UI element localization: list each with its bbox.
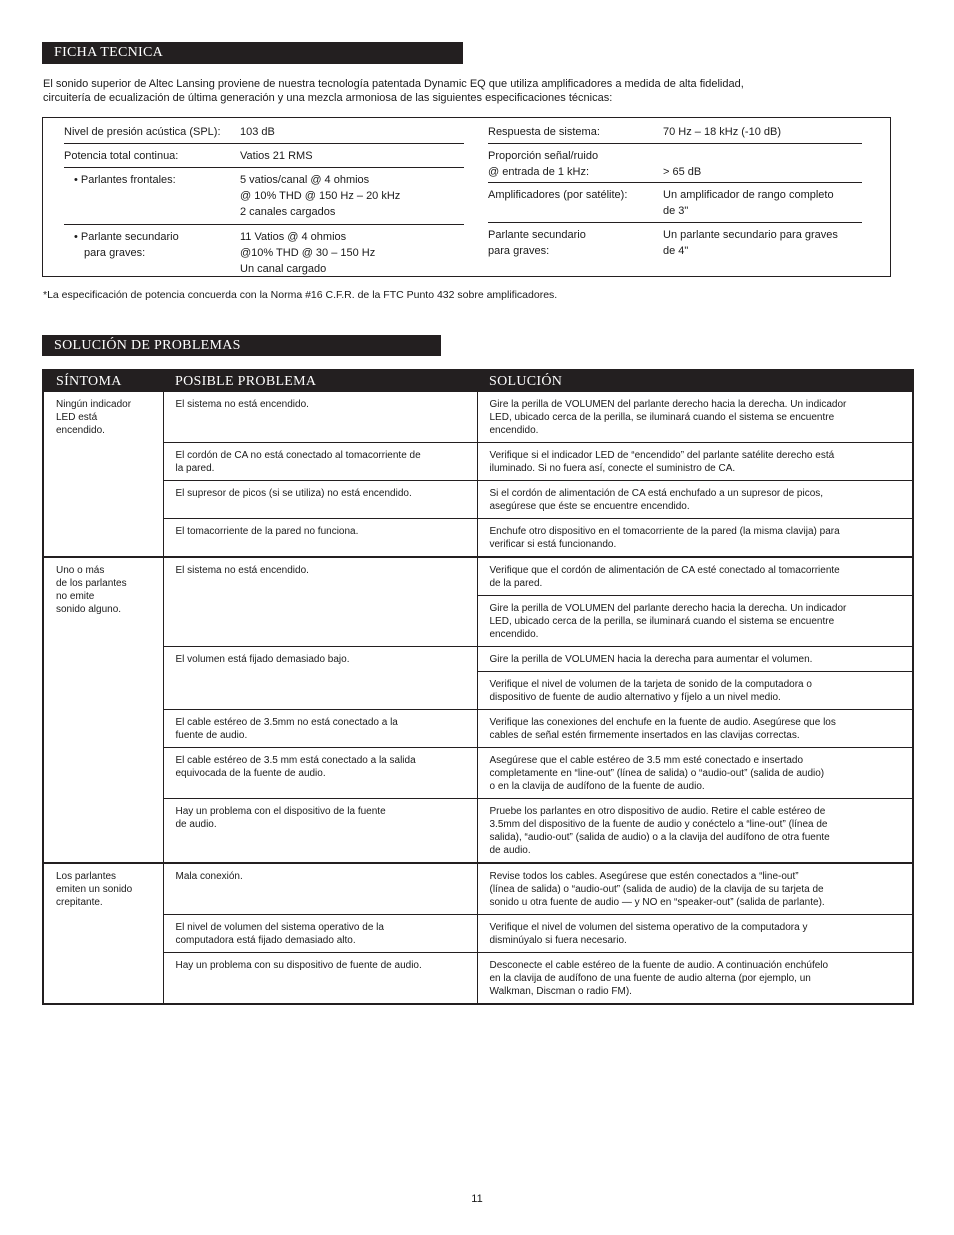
- text-line: equivocada de la fuente de audio.: [175, 768, 326, 779]
- problem-cell: [163, 915, 477, 953]
- text-line: Vatios 21 RMS: [240, 150, 313, 162]
- spec-section-title: FICHA TECNICA: [42, 42, 463, 64]
- text-line: Respuesta de sistema:: [488, 126, 600, 138]
- text-line: encendido.: [489, 629, 539, 640]
- spec-footnote: *La especificación de potencia concuerda con la Norma #16 C.F.R. de la FTC Punto 432 sobre amplificadores.: [43, 289, 558, 301]
- text-line: Pruebe los parlantes en otro dispositivo de audio. Retire el cable estéreo de: [489, 806, 826, 817]
- text-line: Enchufe otro dispositivo en el tomacorriente de la pared (la misma clavija) para: [489, 526, 840, 537]
- text-line: Mala conexión.: [175, 871, 243, 882]
- spec-value: [240, 124, 275, 140]
- text-line: El volumen está fijado demasiado bajo.: [175, 654, 350, 665]
- text-line: Uno o más: [56, 565, 105, 576]
- text-line: Hay un problema con el dispositivo de la fuente: [175, 806, 386, 817]
- text-line: completamente en “line-out” (línea de salida) o “audio-out” (salida de audio): [489, 768, 825, 779]
- text-line: Verifique las conexiones del enchufe en la fuente de audio. Asegúrese que los: [489, 717, 836, 728]
- spec-row: [64, 172, 464, 225]
- text-line: sonido u otra fuente de audio — y NO en “speaker-out” (salida de parlante).: [489, 897, 825, 908]
- intro-line: circuitería de ecualización de última generación y una mezcla armoniosa de las siguientes especificaciones técnicas:: [43, 92, 613, 104]
- table-row: [43, 647, 913, 672]
- text-line: sonido alguno.: [56, 604, 122, 615]
- text-line: 5 vatios/canal @ 4 ohmios: [240, 174, 370, 186]
- problem-cell: [163, 443, 477, 481]
- text-line: Los parlantes: [56, 871, 117, 882]
- spec-row: [488, 187, 862, 223]
- text-line: de 3": [663, 205, 689, 217]
- spec-value: [240, 172, 400, 220]
- solution-cell: [477, 391, 913, 443]
- problem-cell: [163, 557, 477, 647]
- solution-cell: [477, 710, 913, 748]
- spec-label: [64, 229, 179, 261]
- text-line: crepitante.: [56, 897, 103, 908]
- text-line: Verifique el nivel de volumen del sistema operativo de la computadora y: [489, 922, 808, 933]
- spec-label: [64, 172, 176, 188]
- text-line: @10% THD @ 30 – 150 Hz: [240, 247, 376, 259]
- text-line: Un canal cargado: [240, 263, 327, 275]
- solution-cell: [477, 647, 913, 672]
- text-line: Proporción señal/ruido: [488, 150, 599, 162]
- text-line: Nivel de presión acústica (SPL):: [64, 126, 221, 138]
- spec-left-column: [64, 124, 464, 284]
- text-line: para graves:: [488, 245, 550, 257]
- solution-cell: [477, 481, 913, 519]
- solution-cell: [477, 915, 913, 953]
- spec-row: [488, 227, 862, 263]
- spec-value: [663, 227, 838, 259]
- problem-cell: [163, 481, 477, 519]
- table-row: [43, 443, 913, 481]
- text-line: Verifique el nivel de volumen de la tarjeta de sonido de la computadora o: [489, 679, 812, 690]
- text-line: iluminado. Si no fuera así, conecte el suministro de CA.: [489, 463, 736, 474]
- text-line: Si el cordón de alimentación de CA está enchufado a un supresor de picos,: [489, 488, 824, 499]
- text-line: 3.5mm del dispositivo de la fuente de audio y conéctelo a “line-out” (línea de: [489, 819, 828, 830]
- page-number: 11: [471, 1193, 483, 1205]
- text-line: @ entrada de 1 kHz:: [488, 166, 590, 178]
- text-line: verificar si está funcionando.: [489, 539, 617, 550]
- text-line: El supresor de picos (si se utiliza) no está encendido.: [175, 488, 412, 499]
- spec-row: [64, 124, 464, 144]
- text-line: Verifique si el indicador LED de “encendido” del parlante satélite derecho está: [489, 450, 835, 461]
- text-line: El tomacorriente de la pared no funciona.: [175, 526, 359, 537]
- text-line: [663, 148, 701, 164]
- problem-cell: [163, 519, 477, 558]
- spec-row: [488, 124, 862, 144]
- table-row: [43, 481, 913, 519]
- text-line: o en la clavija de audífono de la fuente de audio.: [489, 781, 705, 792]
- table-row: [43, 748, 913, 799]
- text-line: disminúyalo si fuera necesario.: [489, 935, 627, 946]
- text-line: Gire la perilla de VOLUMEN del parlante derecho hacia la derecha. Un indicador: [489, 603, 847, 614]
- text-line: Ningún indicador: [56, 399, 132, 410]
- text-line: Parlante secundario: [488, 229, 586, 241]
- text-line: El sistema no está encendido.: [175, 565, 309, 576]
- solution-cell: [477, 672, 913, 710]
- solution-cell: [477, 863, 913, 915]
- spec-label: [488, 227, 586, 259]
- text-line: (línea de salida) o “audio-out” (salida de audio) de la clavija de su tarjeta de: [489, 884, 824, 895]
- text-line: cables de señal estén firmemente insertados en las clavijas correctas.: [489, 730, 800, 741]
- solution-cell: [477, 557, 913, 596]
- text-line: Desconecte el cable estéreo de la fuente de audio. A continuación enchúfelo: [489, 960, 829, 971]
- header-problem: POSIBLE PROBLEMA: [163, 370, 477, 391]
- text-line: • Parlantes frontales:: [74, 174, 176, 186]
- text-line: > 65 dB: [663, 166, 702, 178]
- text-line: fuente de audio.: [175, 730, 248, 741]
- solution-cell: [477, 953, 913, 1005]
- problem-cell: [163, 710, 477, 748]
- symptom-cell: [43, 557, 163, 863]
- table-row: [43, 799, 913, 864]
- spec-label: [64, 124, 221, 140]
- text-line: 2 canales cargados: [240, 206, 336, 218]
- solution-cell: [477, 748, 913, 799]
- text-line: para graves:: [84, 247, 146, 259]
- spec-value: [663, 148, 701, 180]
- solution-cell: [477, 443, 913, 481]
- problem-cell: [163, 647, 477, 710]
- text-line: computadora está fijado demasiado alto.: [175, 935, 356, 946]
- solution-cell: [477, 596, 913, 647]
- text-line: Hay un problema con su dispositivo de fuente de audio.: [175, 960, 422, 971]
- text-line: @ 10% THD @ 150 Hz – 20 kHz: [240, 190, 401, 202]
- text-line: Amplificadores (por satélite):: [488, 189, 628, 201]
- text-line: la pared.: [175, 463, 215, 474]
- symptom-cell: [43, 863, 163, 1004]
- intro-line: El sonido superior de Altec Lansing proviene de nuestra tecnología patentada Dynamic EQ que utiliza amplificadores a medida de alta fidelidad,: [43, 78, 744, 90]
- text-line: de 4": [663, 245, 689, 257]
- problem-cell: [163, 799, 477, 864]
- text-line: LED está: [56, 412, 98, 423]
- header-symptom: SÍNTOMA: [43, 370, 163, 391]
- problem-cell: [163, 953, 477, 1005]
- text-line: 11 Vatios @ 4 ohmios: [240, 231, 347, 243]
- text-line: • Parlante secundario: [74, 231, 179, 243]
- table-row: [43, 519, 913, 558]
- text-line: LED, ubicado cerca de la perilla, se iluminará cuando el sistema se encuentre: [489, 616, 835, 627]
- text-line: Walkman, Discman o radio FM).: [489, 986, 632, 997]
- text-line: LED, ubicado cerca de la perilla, se iluminará cuando el sistema se encuentre: [489, 412, 835, 423]
- text-line: Gire la perilla de VOLUMEN hacia la derecha para aumentar el volumen.: [489, 654, 813, 665]
- table-row: [43, 557, 913, 596]
- troubleshooting-table: [42, 369, 914, 1005]
- spec-row: [488, 148, 862, 183]
- text-line: encendido.: [489, 425, 539, 436]
- table-row: [43, 953, 913, 1005]
- text-line: emiten un sonido: [56, 884, 133, 895]
- problem-cell: [163, 748, 477, 799]
- table-header-row: [43, 370, 913, 391]
- text-line: Asegúrese que el cable estéreo de 3.5 mm esté conectado e insertado: [489, 755, 804, 766]
- spec-value: [663, 124, 781, 140]
- spec-intro: [43, 77, 903, 105]
- spec-label: [488, 124, 600, 140]
- text-line: asegúrese que éste se encuentre encendido.: [489, 501, 690, 512]
- problem-cell: [163, 391, 477, 443]
- spec-right-column: [488, 124, 862, 267]
- solution-cell: [477, 799, 913, 864]
- spec-value: [240, 229, 375, 277]
- text-line: El nivel de volumen del sistema operativo de la: [175, 922, 384, 933]
- text-line: de la pared.: [489, 578, 543, 589]
- spec-row: [64, 148, 464, 168]
- symptom-cell: [43, 391, 163, 557]
- text-line: Potencia total continua:: [64, 150, 179, 162]
- text-line: salida), “audio-out” (salida de audio) o a la clavija del audífono de otra fuente: [489, 832, 830, 843]
- spec-row: [64, 229, 464, 280]
- text-line: El cable estéreo de 3.5mm no está conectado a la: [175, 717, 398, 728]
- text-line: 103 dB: [240, 126, 275, 138]
- text-line: El sistema no está encendido.: [175, 399, 309, 410]
- table-row: [43, 391, 913, 443]
- text-line: de audio.: [175, 819, 217, 830]
- text-line: 70 Hz – 18 kHz (-10 dB): [663, 126, 781, 138]
- table-row: [43, 915, 913, 953]
- spec-value: [240, 148, 313, 164]
- spec-label: [488, 148, 598, 180]
- text-line: no emite: [56, 591, 95, 602]
- solution-cell: [477, 519, 913, 558]
- text-line: dispositivo de fuente de audio alternativo y fíjelo a un nivel medio.: [489, 692, 781, 703]
- text-line: en la clavija de audífono de una fuente de audio alterna (por ejemplo, un: [489, 973, 811, 984]
- header-solution: SOLUCIÓN: [477, 370, 913, 391]
- problem-cell: [163, 863, 477, 915]
- text-line: Revise todos los cables. Asegúrese que estén conectados a “line-out”: [489, 871, 799, 882]
- text-line: de los parlantes: [56, 578, 127, 589]
- text-line: El cordón de CA no está conectado al tomacorriente de: [175, 450, 421, 461]
- text-line: Un parlante secundario para graves: [663, 229, 838, 241]
- table-row: [43, 710, 913, 748]
- text-line: Verifique que el cordón de alimentación de CA esté conectado al tomacorriente: [489, 565, 840, 576]
- text-line: El cable estéreo de 3.5 mm está conectado a la salida: [175, 755, 416, 766]
- trouble-section-title: SOLUCIÓN DE PROBLEMAS: [42, 335, 441, 356]
- spec-value: [663, 187, 834, 219]
- text-line: Gire la perilla de VOLUMEN del parlante derecho hacia la derecha. Un indicador: [489, 399, 847, 410]
- spec-label: [64, 148, 178, 164]
- text-line: Un amplificador de rango completo: [663, 189, 834, 201]
- spec-box: [42, 117, 891, 277]
- text-line: de audio.: [489, 845, 531, 856]
- text-line: encendido.: [56, 425, 105, 436]
- spec-label: [488, 187, 627, 203]
- table-row: [43, 863, 913, 915]
